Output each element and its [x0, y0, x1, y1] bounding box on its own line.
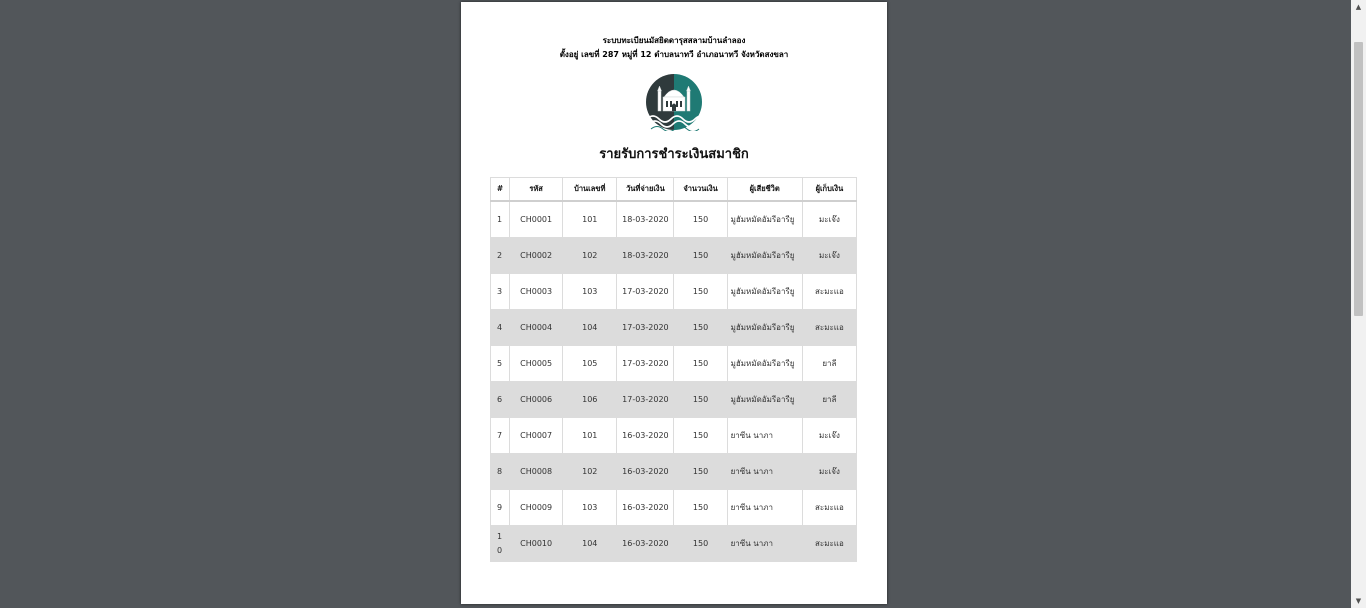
cell-payment-date: 17-03-2020 [617, 382, 674, 418]
cell-house-number: 101 [563, 201, 617, 238]
cell-house-number: 106 [563, 382, 617, 418]
cell-deceased: มูฮัมหมัดอัมรีอารียู [727, 274, 802, 310]
cell-collector: มะเจ๊ง [802, 201, 856, 238]
cell-amount: 150 [674, 346, 727, 382]
cell-number: 8 [491, 454, 510, 490]
table-row [491, 418, 857, 454]
cell-collector: มะเจ๊ง [802, 238, 856, 274]
cell-payment-date: 17-03-2020 [617, 310, 674, 346]
cell-deceased: มูฮัมหมัดอัมรีอารียู [727, 346, 802, 382]
cell-house-number: 102 [563, 238, 617, 274]
cell-payment-date: 16-03-2020 [617, 490, 674, 526]
cell-number: 3 [491, 274, 510, 310]
table-row [491, 382, 857, 418]
cell-house-number: 104 [563, 310, 617, 346]
cell-deceased: มูฮัมหมัดอัมรีอารียู [727, 201, 802, 238]
cell-collector: สะมะแอ [802, 490, 856, 526]
cell-number: 2 [491, 238, 510, 274]
cell-payment-date: 18-03-2020 [617, 201, 674, 238]
cell-deceased: ยาซีน นาภา [727, 490, 802, 526]
table-row [491, 490, 857, 526]
column-header-amount: จำนวนเงิน [674, 178, 727, 202]
column-header-house-number: บ้านเลขที่ [563, 178, 617, 202]
organization-address: ตั้งอยู่ เลขที่ 287 หมู่ที่ 12 ตำบลนาทวี อำเภอนาทวี จังหวัดสงขลา [559, 50, 789, 59]
cell-number: 1 [491, 201, 510, 238]
table-row [491, 238, 857, 274]
table-row [491, 310, 857, 346]
cell-collector: ยาลี [802, 382, 856, 418]
cell-house-number: 104 [563, 526, 617, 562]
cell-payment-date: 16-03-2020 [617, 418, 674, 454]
table-header-row [491, 178, 857, 202]
cell-deceased: มูฮัมหมัดอัมรีอารียู [727, 238, 802, 274]
cell-deceased: ยาซีน นาภา [727, 418, 802, 454]
cell-number: 9 [491, 490, 510, 526]
cell-number: 4 [491, 310, 510, 346]
scrollbar-thumb[interactable] [1354, 42, 1363, 316]
cell-collector: สะมะแอ [802, 526, 856, 562]
cell-payment-date: 16-03-2020 [617, 454, 674, 490]
cell-deceased: มูฮัมหมัดอัมรีอารียู [727, 310, 802, 346]
cell-number: 7 [491, 418, 510, 454]
cell-code: CH0008 [510, 454, 563, 490]
cell-house-number: 105 [563, 346, 617, 382]
cell-code: CH0002 [510, 238, 563, 274]
cell-amount: 150 [674, 274, 727, 310]
column-header-deceased: ผู้เสียชีวิต [727, 178, 802, 202]
cell-code: CH0006 [510, 382, 563, 418]
column-header-number: # [491, 178, 510, 202]
mosque-logo-icon [645, 73, 703, 131]
cell-deceased: ยาซีน นาภา [727, 526, 802, 562]
cell-deceased: ยาซีน นาภา [727, 454, 802, 490]
cell-code: CH0004 [510, 310, 563, 346]
cell-code: CH0005 [510, 346, 563, 382]
table-row [491, 274, 857, 310]
cell-payment-date: 16-03-2020 [617, 526, 674, 562]
cell-code: CH0009 [510, 490, 563, 526]
cell-code: CH0003 [510, 274, 563, 310]
cell-code: CH0001 [510, 201, 563, 238]
cell-house-number: 103 [563, 490, 617, 526]
cell-amount: 150 [674, 526, 727, 562]
cell-number: 5 [491, 346, 510, 382]
cell-payment-date: 17-03-2020 [617, 346, 674, 382]
cell-payment-date: 18-03-2020 [617, 238, 674, 274]
cell-amount: 150 [674, 382, 727, 418]
cell-collector: สะมะแอ [802, 274, 856, 310]
table-row [491, 346, 857, 382]
column-header-code: รหัส [510, 178, 563, 202]
payments-table [490, 177, 857, 562]
column-header-payment-date: วันที่จ่ายเงิน [617, 178, 674, 202]
cell-number: 6 [491, 382, 510, 418]
cell-code: CH0007 [510, 418, 563, 454]
column-header-collector: ผู้เก็บเงิน [802, 178, 856, 202]
table-row [491, 526, 857, 562]
vertical-scrollbar[interactable] [1351, 0, 1366, 608]
cell-collector: สะมะแอ [802, 310, 856, 346]
cell-number: 10 [491, 526, 510, 562]
cell-amount: 150 [674, 490, 727, 526]
table-row [491, 201, 857, 238]
cell-house-number: 102 [563, 454, 617, 490]
cell-payment-date: 17-03-2020 [617, 274, 674, 310]
report-title: รายรับการชำระเงินสมาชิก [599, 147, 749, 162]
cell-collector: มะเจ๊ง [802, 418, 856, 454]
cell-deceased: มูฮัมหมัดอัมรีอารียู [727, 382, 802, 418]
cell-amount: 150 [674, 454, 727, 490]
scroll-up-icon[interactable]: ▲ [1355, 3, 1362, 11]
cell-amount: 150 [674, 201, 727, 238]
table-row [491, 454, 857, 490]
cell-amount: 150 [674, 310, 727, 346]
cell-collector: มะเจ๊ง [802, 454, 856, 490]
cell-code: CH0010 [510, 526, 563, 562]
organization-name: ระบบทะเบียนมัสยิดดารุสสลามบ้านลำลอง [602, 36, 746, 45]
cell-house-number: 101 [563, 418, 617, 454]
cell-amount: 150 [674, 238, 727, 274]
cell-house-number: 103 [563, 274, 617, 310]
report-page [461, 2, 887, 604]
cell-amount: 150 [674, 418, 727, 454]
cell-collector: ยาลี [802, 346, 856, 382]
scroll-down-icon[interactable]: ▼ [1355, 597, 1362, 605]
